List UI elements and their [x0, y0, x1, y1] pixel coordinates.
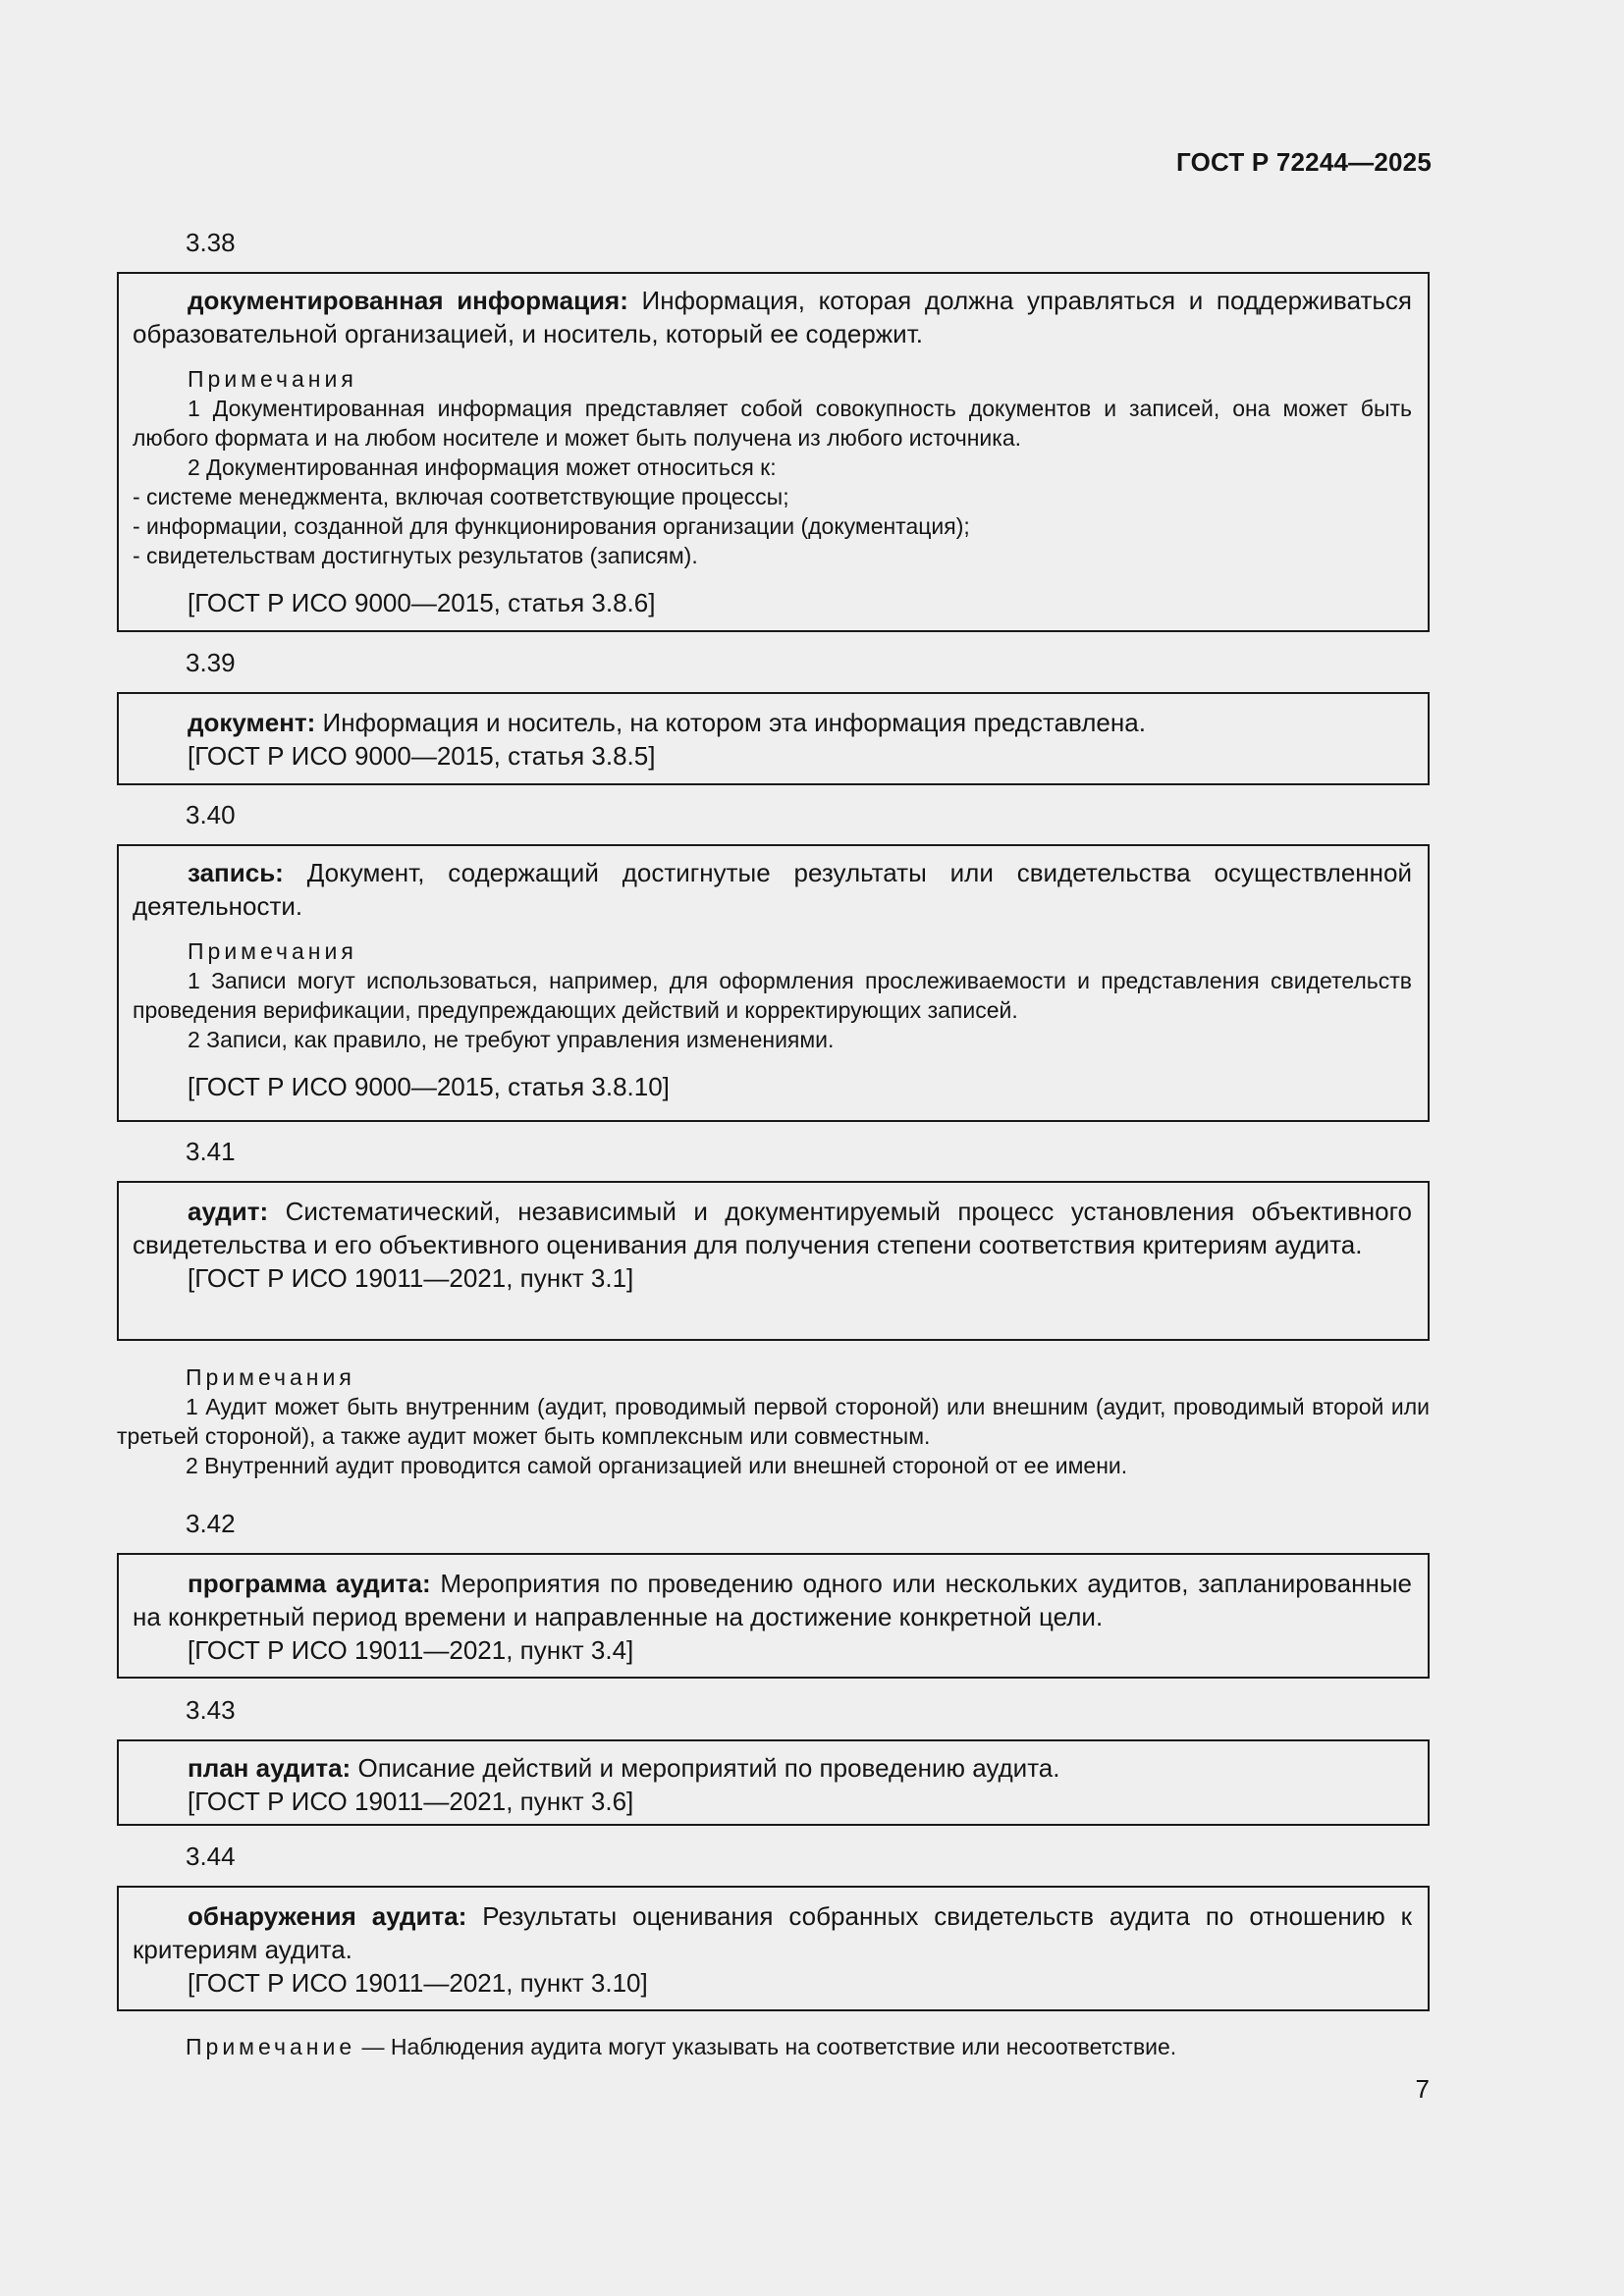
note-item: 1 Записи могут использоваться, например, для оформления прослеживаемости и представления свидетельств проведения верификации, предупреждающих действий и корректирующих записей. — [133, 968, 1412, 1023]
term-number-3-41: 3.41 — [186, 1137, 236, 1166]
final-note-text: — Наблюдения аудита могут указывать на соответствие или несоответствие. — [355, 2034, 1177, 2059]
definition-paragraph — [133, 284, 1412, 350]
term-name: аудит: — [188, 1197, 269, 1226]
definition-text: Информация и носитель, на котором эта информация представлена. — [322, 708, 1146, 737]
notes-title: Примечания — [188, 938, 357, 964]
definition-paragraph — [133, 1899, 1412, 1966]
document-code: ГОСТ Р 72244—2025 — [1176, 147, 1432, 177]
note-list-item: - информации, созданной для функционирования организации (документация); — [133, 513, 970, 539]
definition-text: Мероприятия по проведению одного или нескольких аудитов, запланированные на конкретный период времени и направленные на достижение конкретной цели. — [133, 1569, 1412, 1631]
source-reference: [ГОСТ Р ИСО 19011—2021, пункт 3.4] — [188, 1635, 634, 1665]
term-name: план аудита: — [188, 1753, 352, 1783]
definition-paragraph — [133, 706, 1412, 739]
note-item: 1 Документированная информация представляет собой совокупность документов и записей, она может быть любого формата и на любом носителе и может быть получена из любого источника. — [133, 396, 1412, 451]
notes-block-3-41 — [117, 1362, 1430, 1480]
term-number-3-40: 3.40 — [186, 800, 236, 829]
term-box-3-42 — [117, 1553, 1430, 1679]
term-box-3-40 — [117, 844, 1430, 1122]
definition-text: Описание действий и мероприятий по проведению аудита. — [357, 1753, 1060, 1783]
term-name: документированная информация: — [188, 286, 628, 315]
final-note — [186, 2032, 1176, 2061]
term-box-3-39 — [117, 692, 1430, 785]
term-box-3-44 — [117, 1886, 1430, 2011]
definition-paragraph — [133, 856, 1412, 923]
term-number-3-42: 3.42 — [186, 1509, 236, 1538]
notes-title: Примечания — [188, 366, 357, 392]
term-name: обнаружения аудита: — [188, 1901, 467, 1931]
source-reference: [ГОСТ Р ИСО 19011—2021, пункт 3.6] — [188, 1787, 634, 1816]
term-number-3-44: 3.44 — [186, 1842, 236, 1871]
definition-paragraph — [133, 1751, 1412, 1785]
term-name: документ: — [188, 708, 316, 737]
term-box-3-38 — [117, 272, 1430, 632]
note-list-item: - системе менеджмента, включая соответствующие процессы; — [133, 484, 789, 509]
note-item: 2 Документированная информация может относиться к: — [188, 454, 777, 480]
note-item: 2 Записи, как правило, не требуют управления изменениями. — [188, 1027, 835, 1052]
term-box-3-41 — [117, 1181, 1430, 1341]
source-reference: [ГОСТ Р ИСО 19011—2021, пункт 3.1] — [188, 1263, 634, 1293]
term-box-3-43 — [117, 1739, 1430, 1826]
term-name: программа аудита: — [188, 1569, 431, 1598]
definition-paragraph — [133, 1195, 1412, 1261]
final-note-label: Примечание — [186, 2034, 356, 2059]
notes-title: Примечания — [186, 1364, 355, 1390]
note-item: 2 Внутренний аудит проводится самой организацией или внешней стороной от ее имени. — [186, 1453, 1128, 1478]
definition-text: Информация, которая должна управляться и поддерживаться образовательной организацией, и носитель, который ее содержит. — [133, 286, 1412, 348]
term-number-3-43: 3.43 — [186, 1695, 236, 1725]
definition-text: Документ, содержащий достигнутые результаты или свидетельства осуществленной деятельности. — [133, 858, 1412, 921]
source-reference: [ГОСТ Р ИСО 9000—2015, статья 3.8.10] — [188, 1072, 670, 1101]
definition-text: Результаты оценивания собранных свидетельств аудита по отношению к критериям аудита. — [133, 1901, 1412, 1964]
note-item: 1 Аудит может быть внутренним (аудит, проводимый первой стороной) или внешним (аудит, проводимый второй или третьей стороной), а также аудит может быть комплексным или совместным. — [117, 1394, 1430, 1449]
term-number-3-38: 3.38 — [186, 228, 236, 257]
source-reference: [ГОСТ Р ИСО 9000—2015, статья 3.8.6] — [188, 588, 656, 617]
term-number-3-39: 3.39 — [186, 648, 236, 677]
definition-paragraph — [133, 1567, 1412, 1633]
source-reference: [ГОСТ Р ИСО 19011—2021, пункт 3.10] — [188, 1968, 648, 1998]
definition-text: Систематический, независимый и документируемый процесс установления объективного свидетельства и его объективного оценивания для получения степени соответствия критериям аудита. — [133, 1197, 1413, 1259]
term-name: запись: — [188, 858, 284, 887]
page-number: 7 — [1415, 2074, 1430, 2104]
note-list-item: - свидетельствам достигнутых результатов (записям). — [133, 543, 698, 568]
source-reference: [ГОСТ Р ИСО 9000—2015, статья 3.8.5] — [188, 741, 656, 771]
